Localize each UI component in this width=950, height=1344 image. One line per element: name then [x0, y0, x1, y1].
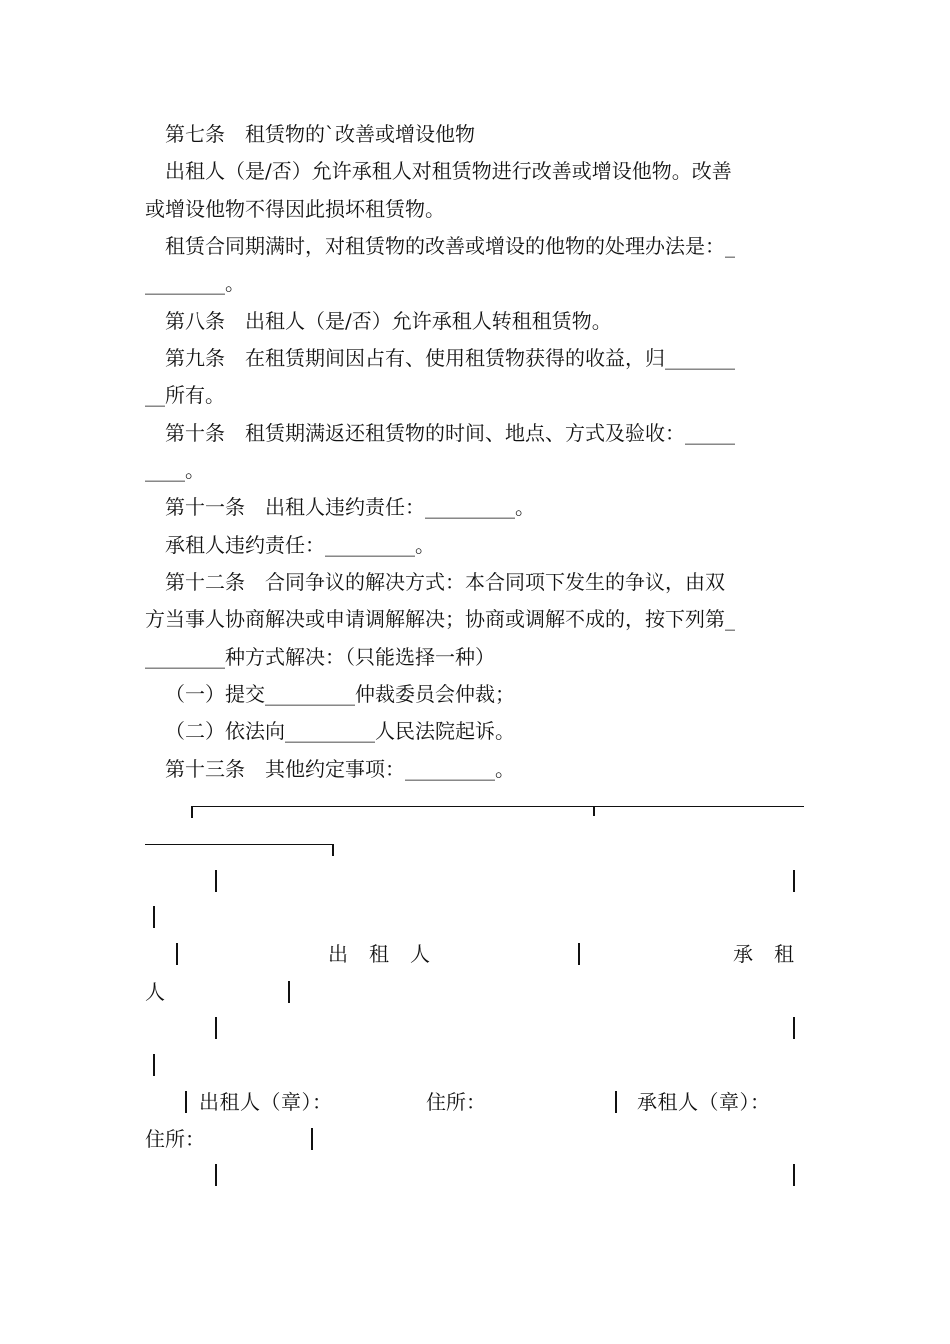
table-row2-wrap-bar	[288, 981, 290, 1003]
table-row4-wrap-bar	[311, 1128, 313, 1150]
table-top-rule-wrap	[145, 844, 333, 845]
table-row2-mid-bar	[578, 943, 580, 965]
table-top-mid-tick	[593, 806, 595, 816]
table-row4-mid-bar	[615, 1091, 617, 1113]
lessee-header: 承 租	[733, 942, 795, 966]
table-row1-left-bar	[215, 870, 217, 892]
table-top-left-corner	[191, 806, 193, 818]
table-row3-wrap-bar	[153, 1054, 155, 1076]
lessor-header: 出 租 人	[328, 942, 431, 966]
lessee-address-label: 住所：	[145, 1127, 205, 1151]
table-top-rule	[192, 806, 804, 807]
table-row1-right-bar	[793, 870, 795, 892]
table-row3-left-bar	[215, 1017, 217, 1039]
contract-page: 第七条 租赁物的`改善或增设他物 出租人（是/否）允许承租人对租赁物进行改善或增设他物。改善 或增设他物不得因此损坏租赁物。 租赁合同期满时，对租赁物的改善或增设的他物的处理办法是：_ ________。 第八条 出租人（是/否）允许承租人转租租赁物。 第九条 在租赁期间因占有、使用租赁物获得的收益，归_______ __所有。 第十条 租赁期满返还租赁物的时间、地点、方式及验收：_____ ____。 第十一条 出租人违约责任：_________。 承租人违约责任：_________。 第十二条 合同争议的解决方式：本合同项下发生的争议，由双 方当事人协商解决或申请调解解决；协商或调解不成的，按下列第_ ________种方式解决：（只能选择一种） （一）提交_________仲裁委员会仲裁； （二）依法向_________人民法院起诉。 第十三条 其他约定事项：_________。 出 租 人 承 租 人 出租人（章）： 住所： 承租人（章）： 住所：	[0, 0, 950, 1344]
table-row1-wrap-bar	[153, 906, 155, 928]
table-top-right-corner	[332, 844, 334, 856]
table-row5-left-bar	[215, 1164, 217, 1186]
lessee-seal-label: 承租人（章）：	[637, 1090, 771, 1114]
lessee-header-wrap: 人	[145, 980, 165, 1004]
table-row5-right-bar	[793, 1164, 795, 1186]
lessor-seal-label: 出租人（章）：	[199, 1090, 333, 1114]
table-row3-right-bar	[793, 1017, 795, 1039]
table-row4-left-bar	[185, 1091, 187, 1113]
lessor-address-label: 住所：	[426, 1090, 486, 1114]
table-row2-left-bar	[176, 943, 178, 965]
